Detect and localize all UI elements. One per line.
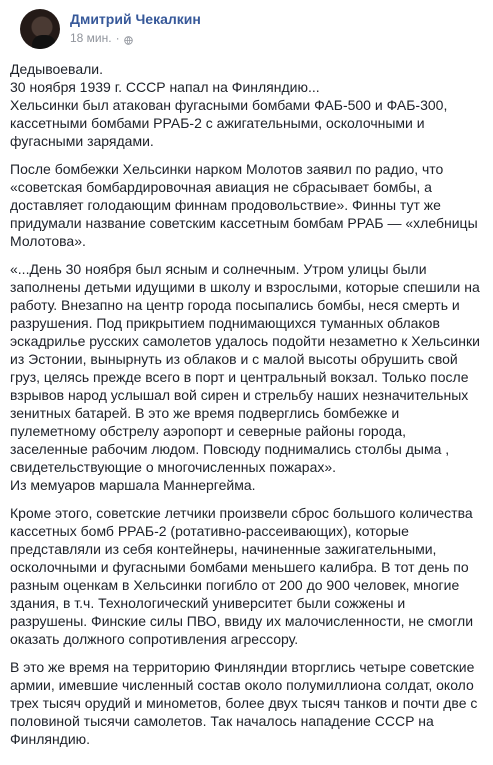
timestamp[interactable]: 18 мин. xyxy=(70,31,112,45)
globe-icon[interactable] xyxy=(124,34,133,43)
post-text-line: заселенные рабочим людом. Повсюду поднимались столбы дыма , xyxy=(10,441,450,457)
post-text-line: зенитных батарей. В это же время подверглись бомбежке и xyxy=(10,405,400,421)
post-text-line: После бомбежки Хельсинки нарком Молотов заявил по радио, что xyxy=(10,161,444,177)
post-text-line: здания, в т.ч. Технологический университет были сожжены и xyxy=(10,595,406,611)
post-text-line: взрывов народ услышал вой сирен и стрельбу наших незначительных xyxy=(10,387,469,403)
post-paragraph xyxy=(10,160,483,250)
post-text-line: кассетными бомбами РРАБ-2 с ажигательными, осколочными и xyxy=(10,115,425,131)
meta-separator: · xyxy=(115,31,120,45)
post-text-line: оказать должного сопротивления агрессору. xyxy=(10,631,299,647)
post-text-line: Хельсинки был атакован фугасными бомбами ФАБ-500 и ФАБ-300, xyxy=(10,97,448,113)
post-text-line: заполнены детьми идущими в школу и взрослыми, которые спешили на xyxy=(10,279,480,295)
author-name[interactable]: Дмитрий Чекалкин xyxy=(70,11,201,27)
post-text-line: разрушены. Финские силы ПВО, ввиду их малочисленности, не смогли xyxy=(10,613,474,629)
post-text-line: работу. Внезапно на центр города посыпались бомбы, неся смерть и xyxy=(10,297,460,313)
post-text-line: В это же время на территорию Финляндии вторглись четыре советские xyxy=(10,659,475,675)
post-text-line: пулеметному обстрелу аэропорт и северные районы города, xyxy=(10,423,407,439)
post-text-line: половиной тысячи самолетов. Так началось нападение СССР на xyxy=(10,713,434,729)
post-text-line: Финляндию. xyxy=(10,731,91,747)
post-text-line: осколочными и фугасными бомбами меньшего калибра. В тот день по xyxy=(10,559,469,575)
post-meta xyxy=(70,31,133,45)
post-text-line: представляли из себя контейнеры, начиненные зажигательными, xyxy=(10,541,437,557)
avatar[interactable] xyxy=(20,9,60,49)
post-text-line: свидетельствующие о многочисленных пожарах». xyxy=(10,459,337,475)
post-text-line: доставляет голодающим финнам продовольствие». Финны тут же xyxy=(10,197,441,213)
post-text-line: разным оценкам в Хельсинки погибло от 200 до 900 человек, многие xyxy=(10,577,460,593)
post-text-line: эскадрилье русских самолетов удалось подойти незаметно к Хельсинки xyxy=(10,333,480,349)
post-text-line: разрушения. Под прикрытием поднимающихся туманных облаков xyxy=(10,315,440,331)
post-text-line: Дедывоевали. xyxy=(10,61,103,77)
post-paragraph xyxy=(10,504,483,648)
post-body xyxy=(10,56,483,748)
post-text-line: 30 ноября 1939 г. СССР напал на Финляндию... xyxy=(10,79,320,95)
post-text-line: «советская бомбардировочная авиация не сбрасывает бомбы, а xyxy=(10,179,432,195)
post-text-line: армии, имевшие численный состав около полумиллиона солдат, около xyxy=(10,677,474,693)
post-text-line: Из мемуаров маршала Маннергейма. xyxy=(10,477,256,493)
post-header xyxy=(10,0,483,56)
post-paragraph xyxy=(10,60,483,150)
post-text-line: «...День 30 ноября был ясным и солнечным. Утром улицы были xyxy=(10,261,427,277)
post-paragraph xyxy=(10,260,483,494)
post-text-line: Кроме этого, советские летчики произвели сброс большого количества xyxy=(10,505,473,521)
post-text-line: придумали название советским кассетным бомбам РРАБ — «хлебницы xyxy=(10,215,478,231)
post-text-line: трех тысяч орудий и минометов, более двух тысяч танков и почти две с xyxy=(10,695,478,711)
post-paragraph xyxy=(10,658,483,748)
post-text-line: Молотова». xyxy=(10,233,86,249)
post-text-line: из Эстонии, вынырнуть из облаков и с малой высоты обрушить свой xyxy=(10,351,458,367)
post-text-line: кассетных бомб РРАБ-2 (ротативно-рассеивающих), которые xyxy=(10,523,409,539)
post-text-line: груз, целясь прежде всего в порт и центральный вокзал. Только после xyxy=(10,369,469,385)
post-text-line: фугасными зарядами. xyxy=(10,133,154,149)
